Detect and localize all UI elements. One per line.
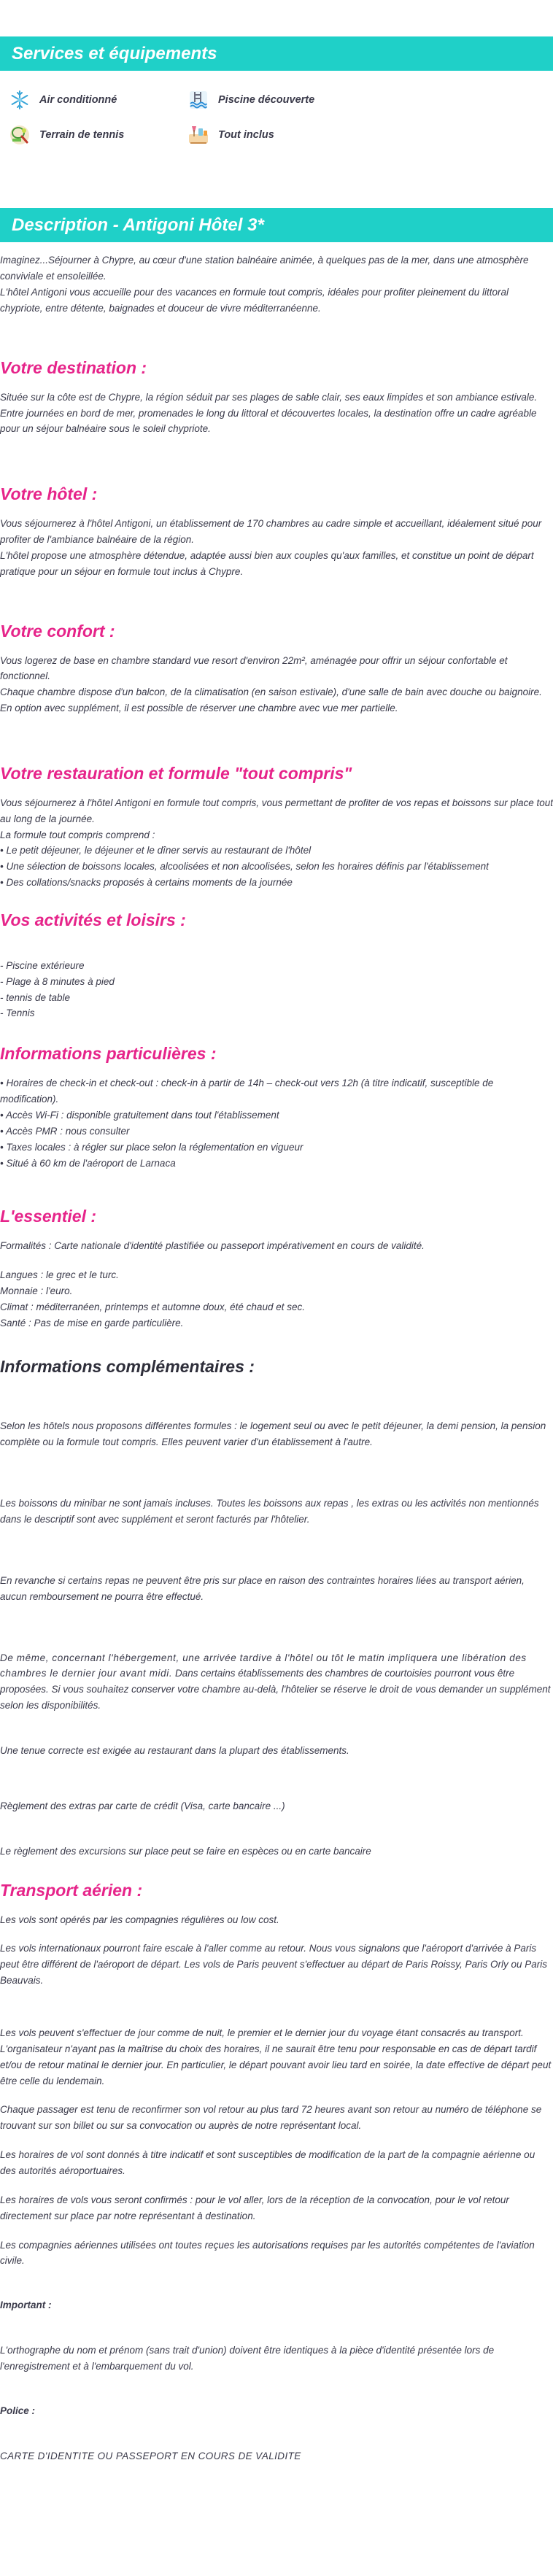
activities-heading: Vos activités et loisirs : bbox=[0, 910, 186, 929]
services-list bbox=[0, 71, 553, 160]
description-content bbox=[0, 242, 553, 2464]
transport-p3: Les vols peuvent s'effectuer de jour comme de nuit, le premier et le dernier jour du voyage étant consacrés au transport. L'organisateur n'ayant pas la maîtrise du choix des horaires, il ne saurait être tenu pour responsable en cas de départ tardif et/ou de retour matinal le dernier jour. En particulier, le départ pouvant avoir lieu tard en soirée, la date effective de départ peut être celle du lendemain. bbox=[0, 2027, 552, 2086]
restauration-line: La formule tout compris comprend : bbox=[0, 829, 155, 840]
formulas-text: Selon les hôtels nous proposons différentes formules : le logement seul ou avec le petit déjeuner, la demi pension, la pension complète ou la formule tout compris. Elles peuvent varier d'un établissement à l'autre. bbox=[0, 1420, 546, 1448]
late-arrival-spaced: De même, concernant l'hébergement, une arrivée tardive à l'hôtel ou tôt le matin impliquera une libération des chambres le dernier jour avant midi. bbox=[0, 1652, 527, 1679]
service-label: Terrain de tennis bbox=[39, 128, 125, 141]
transport-p4: Chaque passager est tenu de reconfirmer son vol retour au plus tard 72 heures avant son retour au numéro de téléphone se trouvant sur son billet ou sur sa convocation ou auprès de notre représentant local. bbox=[0, 2104, 542, 2132]
page bbox=[0, 36, 553, 2494]
snowflake-icon bbox=[9, 89, 31, 111]
activity-item: - Plage à 8 minutes à pied bbox=[0, 975, 115, 987]
hotel-heading: Votre hôtel : bbox=[0, 484, 98, 504]
transport-heading: Transport aérien : bbox=[0, 1880, 143, 1900]
activity-item: - Tennis bbox=[0, 1007, 35, 1019]
particular-line: • Horaires de check-in et check-out : check-in à partir de 14h – check-out vers 12h (à titre indicatif, susceptible de modification). bbox=[0, 1078, 494, 1105]
service-label: Air conditionné bbox=[39, 93, 117, 106]
transport-p5: Les horaires de vol sont donnés à titre indicatif et sont susceptibles de modification de la part de la compagnie aérienne ou des autorités aéroportuaires. bbox=[0, 2149, 535, 2176]
service-label: Piscine découverte bbox=[218, 93, 315, 106]
activity-item: - tennis de table bbox=[0, 991, 71, 1003]
comfort-line: Chaque chambre dispose d'un balcon, de la climatisation (en saison estivale), d'une salle de bain avec douche ou baignoire. bbox=[0, 686, 542, 698]
description-banner bbox=[0, 208, 553, 242]
particular-line: • Taxes locales : à régler sur place selon la réglementation en vigueur bbox=[0, 1141, 303, 1153]
service-tennis bbox=[9, 117, 187, 152]
destination-text: Située sur la côte est de Chypre, la région séduit par ses plages de sable clair, ses eaux limpides et son ambiance estivale. Entre journées en bord de mer, promenades le long du littoral et découvertes locales, la destination offre un cadre agréable pour un séjour balnéaire sous le soleil chypriote. bbox=[0, 391, 538, 435]
service-air-conditioning bbox=[9, 82, 187, 117]
essential-line: Climat : méditerranéen, printemps et automne doux, été chaud et sec. bbox=[0, 1301, 305, 1312]
dress-text: Une tenue correcte est exigée au restaurant dans la plupart des établissements. bbox=[0, 1745, 349, 1757]
pool-icon bbox=[187, 89, 209, 111]
activity-item: - Piscine extérieure bbox=[0, 959, 85, 971]
restauration-line: • Une sélection de boissons locales, alcoolisées et non alcoolisées, selon les horaires définis par l'établissement bbox=[0, 861, 489, 873]
particular-line: • Situé à 60 km de l'aéroport de Larnaca bbox=[0, 1157, 176, 1169]
hotel-line: Vous séjournerez à l'hôtel Antigoni, un établissement de 170 chambres au cadre simple et accueillant, idéalement situé pour profiter de l'ambiance balnéaire de la région. bbox=[0, 518, 542, 546]
description-title: Description - Antigoni Hôtel 3* bbox=[12, 215, 264, 236]
essential-line: Monnaie : l'euro. bbox=[0, 1285, 73, 1296]
extras-text: Règlement des extras par carte de crédit (Visa, carte bancaire ...) bbox=[0, 1800, 285, 1811]
restauration-line: • Le petit déjeuner, le déjeuner et le dîner servis au restaurant de l'hôtel bbox=[0, 845, 312, 856]
refund-text: En revanche si certains repas ne peuvent être pris sur place en raison des contraintes horaires liées au transport aérien, aucun remboursement ne pourra être effectué. bbox=[0, 1574, 525, 1602]
transport-p1: Les vols sont opérés par les compagnies régulières ou low cost. bbox=[0, 1914, 279, 1925]
particular-line: • Accès Wi-Fi : disponible gratuitement dans tout l'établissement bbox=[0, 1109, 279, 1121]
transport-p2: Les vols internationaux pourront faire escale à l'aller comme au retour. Nous vous signalons que l'aéroport d'arrivée à Paris peut être différent de l'aéroport de départ. Les vols de Paris peuvent s'effectuer au départ de Paris Roissy, Paris Orly ou Paris Beauvais. bbox=[0, 1943, 548, 1987]
late-arrival-text bbox=[0, 1650, 553, 1714]
police-label: Police : bbox=[0, 2405, 36, 2416]
intro-line: L'hôtel Antigoni vous accueille pour des vacances en formule tout compris, idéales pour profiter pleinement du littoral chypriote, entre détente, baignades et douceur de vivre méditerranéenne. bbox=[0, 287, 508, 314]
services-title: Services et équipements bbox=[12, 44, 217, 63]
excursions-text: Le règlement des excursions sur place peut se faire en espèces ou en carte bancaire bbox=[0, 1845, 371, 1857]
minibar-text: Les boissons du minibar ne sont jamais incluses. Toutes les boissons aux repas , les extras ou les activités non mentionnés dans le descriptif sont avec supplément et seront facturés par l'hôtelier. bbox=[0, 1498, 539, 1525]
late-arrival-rest: Dans certains établissements des chambres de courtoisies pourront vous être proposées. Si vous souhaitez conserver votre chambre au-delà, l'hôtelier se réserve le droit de vous demander un supplément selon les disponibilités. bbox=[0, 1668, 551, 1711]
comfort-heading: Votre confort : bbox=[0, 621, 115, 641]
destination-heading: Votre destination : bbox=[0, 357, 147, 377]
tennis-icon bbox=[9, 124, 31, 146]
police-text: CARTE D'IDENTITE OU PASSEPORT EN COURS DE VALIDITE bbox=[0, 2450, 301, 2461]
service-label: Tout inclus bbox=[218, 128, 274, 141]
services-banner bbox=[0, 36, 553, 71]
particulars-heading: Informations particulières : bbox=[0, 1044, 217, 1064]
service-pool bbox=[187, 82, 366, 117]
essential-line: Santé : Pas de mise en garde particulière. bbox=[0, 1317, 184, 1328]
hotel-line: L'hôtel propose une atmosphère détendue, adaptée aussi bien aux couples qu'aux familles, et constitue un point de départ pratique pour un séjour en formule tout inclus à Chypre. bbox=[0, 549, 534, 577]
service-all-inclusive bbox=[187, 117, 366, 152]
restauration-line: Vous séjournerez à l'hôtel Antigoni en formule tout compris, vous permettant de profiter de vos repas et boissons sur place tout au long de la journée. bbox=[0, 797, 553, 824]
intro-line: Imaginez...Séjourner à Chypre, au cœur d'une station balnéaire animée, à quelques pas de la mer, dans une atmosphère conviviale et ensoleillée. bbox=[0, 255, 529, 282]
restauration-heading: Votre restauration et formule "tout compris" bbox=[0, 763, 352, 783]
transport-p6: Les horaires de vols vous seront confirmés : pour le vol aller, lors de la réception de la convocation, pour le vol retour directement sur place par notre représentant à destination. bbox=[0, 2194, 509, 2221]
essential-line: Langues : le grec et le turc. bbox=[0, 1269, 119, 1281]
comfort-line: En option avec supplément, il est possible de réserver une chambre avec vue mer partielle. bbox=[0, 703, 398, 714]
transport-p7: Les compagnies aériennes utilisées ont toutes reçues les autorisations requises par les autorités compétentes de l'aviation civile. bbox=[0, 2239, 535, 2267]
particular-line: • Accès PMR : nous consulter bbox=[0, 1125, 130, 1137]
all-inclusive-icon bbox=[187, 124, 209, 146]
complementary-heading: Informations complémentaires : bbox=[0, 1356, 255, 1376]
comfort-line: Vous logerez de base en chambre standard vue resort d'environ 22m², aménagée pour offrir un séjour confortable et fonctionnel. bbox=[0, 654, 508, 682]
essential-heading: L'essentiel : bbox=[0, 1207, 97, 1226]
formalities-text: Formalités : Carte nationale d'identité plastifiée ou passeport impérativement en cours de validité. bbox=[0, 1240, 425, 1252]
important-label: Important : bbox=[0, 2300, 52, 2311]
restauration-line: • Des collations/snacks proposés à certains moments de la journée bbox=[0, 877, 293, 889]
important-text: L'orthographe du nom et prénom (sans trait d'union) doivent être identiques à la pièce d'identité présentée lors de l'enregistrement et à l'embarquement du vol. bbox=[0, 2345, 495, 2372]
